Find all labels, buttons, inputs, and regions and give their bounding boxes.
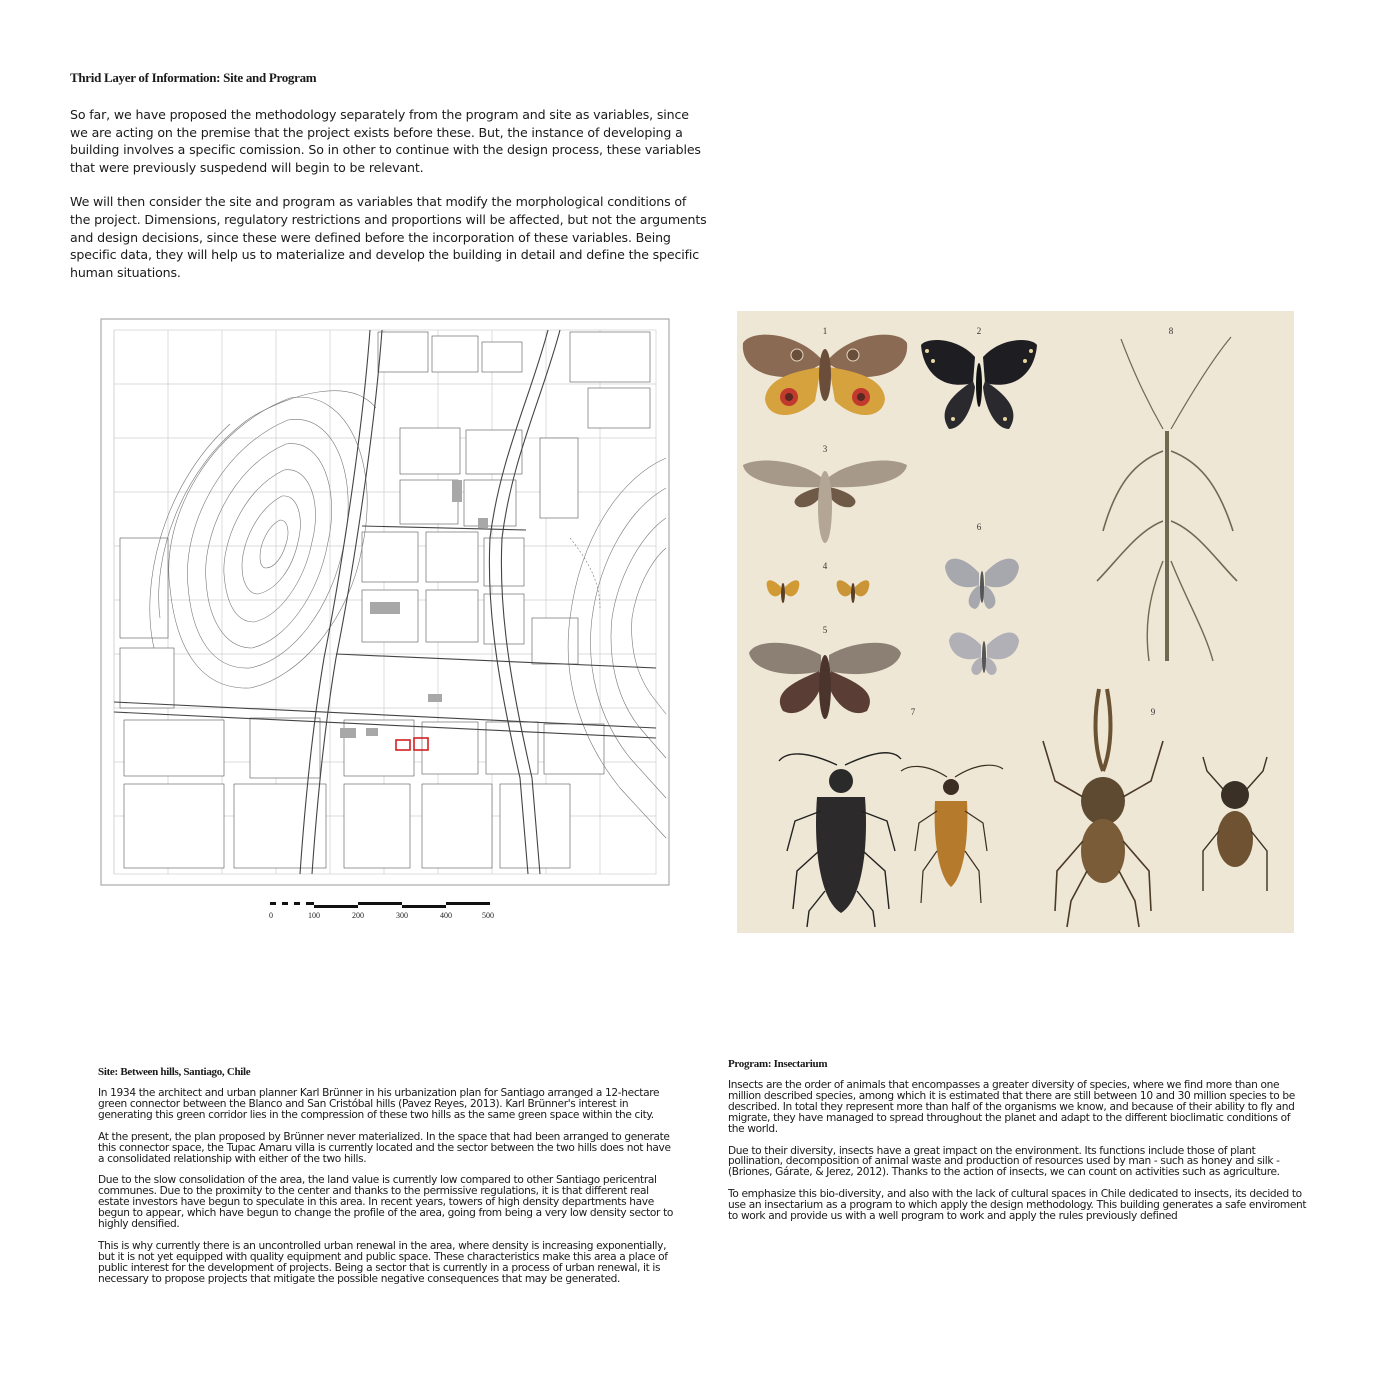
- plate-number: 9: [1150, 707, 1156, 717]
- program-text: [728, 1080, 1308, 1233]
- program-paragraph: Insects are the order of animals that encompasses a greater diversity of species, where we find more than one million described species, among which it is estimated that there are still between 10 and 30 million species to be described. In total they represent more than half of the organisms we know, and because of their ability to fly and migrate, they have managed to spread throughout the planet and adapt to the different bioclimatic conditions of the world.: [728, 1079, 1295, 1135]
- scale-label: 300: [396, 911, 408, 920]
- program-paragraph: Due to their diversity, insects have a great impact on the environment. Its functions include those of plant pollination, decomposition of animal waste and production of resources used by man - such as honey and silk - (Briones, Gárate, & Jerez, 2012). Thanks to the action of insects, we can count on activities such as agriculture.: [728, 1144, 1280, 1179]
- plate-number: 7: [910, 707, 916, 717]
- scale-label: 100: [308, 911, 320, 920]
- plate-number: 3: [822, 444, 828, 454]
- intro-text: [70, 106, 710, 298]
- program-title: Program: Insectarium: [728, 1058, 828, 1070]
- scale-label: 400: [440, 911, 452, 920]
- scale-label: 200: [352, 911, 364, 920]
- site-title: Site: Between hills, Santiago, Chile: [98, 1066, 251, 1078]
- scale-label: 500: [482, 911, 494, 920]
- plate-number: 5: [822, 625, 828, 635]
- site-paragraph: This is why currently there is an uncontrolled urban renewal in the area, where density is increasing exponentially, but it is not yet equipped with quality equipment and public space. These characteristics make this area a place of public interest for the development of projects. Being a sector that is currently in a process of urban renewal, it is necessary to propose projects that mitigate the possible negative consequences that may be generated.: [98, 1239, 668, 1285]
- intro-paragraph: We will then consider the site and program as variables that modify the morphological conditions of the project. Dimensions, regulatory restrictions and proportions will be affected, but not the arguments and design decisions, since these were defined before the incorporation of these variables. Being specific data, they will help us to materialize and develop the building in detail and define the specific human situations.: [70, 194, 707, 280]
- scale-label: 0: [269, 911, 273, 920]
- plate-number: 4: [822, 561, 828, 571]
- intro-paragraph: So far, we have proposed the methodology separately from the program and site as variables, since we are acting on the premise that the project exists before these. But, the instance of developing a building involves a specific comission. So in other to continue with the design process, these variables that were previously suspedend will begin to be relevant.: [70, 107, 701, 175]
- plate-number: 2: [976, 326, 982, 336]
- plate-number: 6: [976, 522, 982, 532]
- map-scale-bar: [262, 896, 502, 922]
- site-paragraph: In 1934 the architect and urban planner Karl Brünner in his urbanization plan for Santiago arranged a 12-hectare green connector between the Blanco and San Cristóbal hills (Pavez Reyes, 2013). Karl Brünner's interest in generating this green corridor lies in the compression of these two hills as the same green space within the city.: [98, 1087, 660, 1121]
- intro-title: Thrid Layer of Information: Site and Program: [70, 70, 317, 85]
- site-map: [100, 318, 670, 886]
- site-paragraph: Due to the slow consolidation of the area, the land value is currently low compared to other Santiago pericentral communes. Due to the proximity to the center and thanks to the permissive regulations, it is that different real estate investors have begun to speculate in this area. In recent years, towers of high density departments have begun to appear, which have begun to change the profile of the area, going from being a very low density sector to highly densified.: [98, 1174, 674, 1231]
- site-text: [98, 1088, 678, 1296]
- plate-number: 8: [1168, 326, 1174, 336]
- program-paragraph: To emphasize this bio-diversity, and also with the lack of cultural spaces in Chile dedicated to insects, its decided to use an insectarium as a program to which apply the design methodology. This building generates a safe enviroment to work and provide us with a well program to work and apply the rules previously defined: [728, 1188, 1307, 1223]
- plate-number: 1: [822, 326, 828, 336]
- insect-plate: [737, 311, 1294, 933]
- site-paragraph: At the present, the plan proposed by Brünner never materialized. In the space that had been arranged to generate this connector space, the Tupac Amaru villa is currently located and the sector between the two hills does not have a consolidated relationship with either of the two hills.: [98, 1130, 671, 1165]
